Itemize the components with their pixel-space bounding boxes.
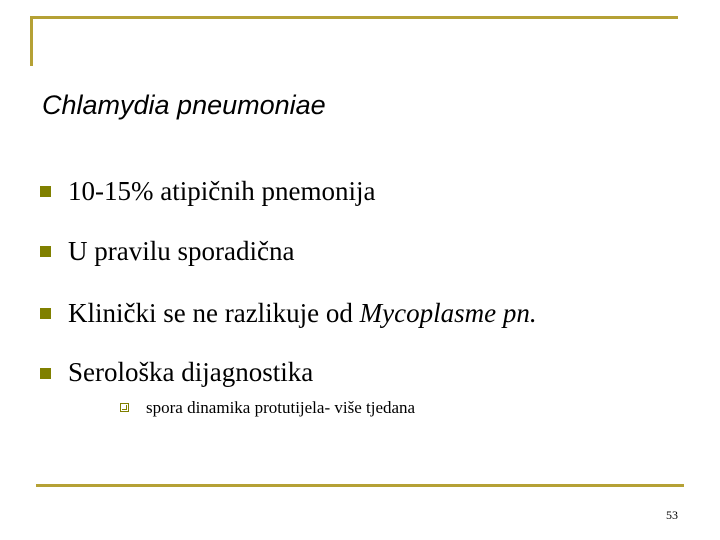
square-bullet-icon [40, 246, 51, 257]
slide-title: Chlamydia pneumoniae [42, 90, 326, 120]
frame-top-rule [30, 16, 678, 19]
bullet-item-3 [68, 298, 537, 329]
bullet-item-3-text: Klinički se ne razlikuje od [68, 298, 360, 328]
sub-bullet-item-1: spora dinamika protutijela- više tjedana [146, 398, 416, 417]
bullet-item-2: U pravilu sporadična [68, 236, 295, 266]
square-bullet-icon [40, 308, 51, 319]
square-bullet-icon [40, 368, 51, 379]
bullet-item-3-italic: Mycoplasme pn. [359, 298, 537, 328]
page-number: 53 [666, 508, 678, 522]
frame-bottom-rule [36, 484, 684, 487]
checkbox-bullet-icon [120, 403, 129, 412]
square-bullet-icon [40, 186, 51, 197]
bullet-item-1: 10-15% atipičnih pnemonija [68, 176, 376, 206]
frame-left-rule [30, 16, 33, 66]
bullet-item-4: Serološka dijagnostika [68, 357, 314, 387]
